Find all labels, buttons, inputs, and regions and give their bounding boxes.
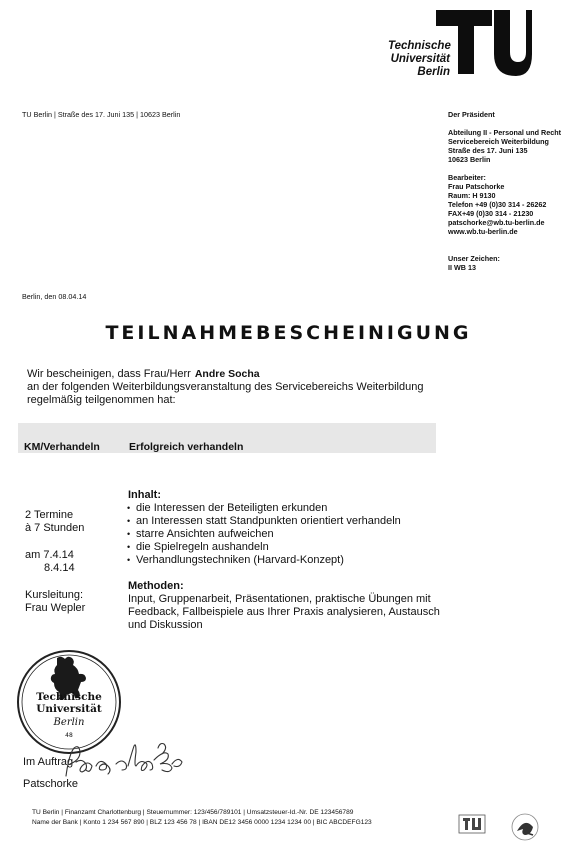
tu-small-logo-icon bbox=[459, 815, 485, 833]
contact-line: Telefon +49 (0)30 314 - 26262 bbox=[448, 200, 547, 209]
contact-email: patschorke@wb.tu-berlin.de bbox=[448, 218, 545, 227]
reference-value: II WB 13 bbox=[448, 263, 476, 272]
methoden-text: Input, Gruppenarbeit, Präsentationen, praktische Übungen mit Feedback, Fallbeispiele aus Ihrer Praxis analysieren, Austausch und Diskussion bbox=[128, 593, 440, 631]
quality-certification-icon bbox=[512, 814, 538, 840]
tu-logo-icon bbox=[434, 4, 534, 76]
signoff-line-2: Patschorke bbox=[23, 778, 79, 790]
methoden-heading: Methoden: bbox=[128, 580, 184, 592]
course-date-2: 8.4.14 bbox=[44, 562, 75, 574]
footer-bank-details bbox=[32, 808, 452, 828]
logo-line-1: Technische bbox=[388, 40, 451, 52]
department-line: Servicebereich Weiterbildung bbox=[448, 137, 549, 146]
contact-website: www.wb.tu-berlin.de bbox=[448, 227, 518, 236]
intro-line-2: an der folgenden Weiterbildungsveranstaltung des Servicebereichs Weiterbildung bbox=[27, 381, 424, 393]
list-item: • die Spielregeln aushandeln bbox=[128, 541, 448, 554]
logo-line-2: Universität bbox=[390, 53, 450, 65]
course-name: Erfolgreich verhandeln bbox=[129, 441, 244, 453]
list-item: • an Interessen statt Standpunkten orientiert verhandeln bbox=[128, 515, 448, 528]
seal-number: 48 bbox=[65, 732, 73, 739]
department-line: Straße des 17. Juni 135 bbox=[448, 146, 528, 155]
document-title: TEILNAHMEBESCHEINIGUNG bbox=[105, 322, 472, 344]
seal-line-2: Universität bbox=[36, 703, 102, 715]
seal-line-1: Technische bbox=[36, 691, 102, 703]
sender-address-line: TU Berlin | Straße des 17. Juni 135 | 10623 Berlin bbox=[22, 110, 181, 119]
footer-line-1: TU Berlin | Finanzamt Charlottenburg | Steuernummer: 123/456/789101 | Umsatzsteuer-Id.-Nr. DE 123456789 bbox=[32, 809, 354, 816]
date-line: Berlin, den 08.04.14 bbox=[22, 292, 87, 301]
signoff-line-1: Im Auftrag bbox=[23, 756, 74, 768]
logo-vertical-text: berlin bbox=[512, 26, 522, 50]
contact-line: Bearbeiter: bbox=[448, 173, 486, 182]
logo-line-3: Berlin bbox=[417, 66, 450, 78]
contact-line: Frau Patschorke bbox=[448, 182, 505, 191]
sender-info-column bbox=[448, 110, 573, 272]
course-code: KM/Verhandeln bbox=[24, 441, 100, 453]
inhalt-heading: Inhalt: bbox=[128, 489, 161, 501]
course-lead-name: Frau Wepler bbox=[25, 602, 86, 614]
participant-name: Andre Socha bbox=[194, 368, 260, 380]
list-item: • starre Ansichten aufweichen bbox=[128, 528, 448, 541]
course-lead-label: Kursleitung: bbox=[25, 589, 84, 601]
seal-line-3: Berlin bbox=[53, 717, 85, 728]
course-content bbox=[128, 489, 448, 632]
president-label: Der Präsident bbox=[448, 110, 495, 119]
footer-line-2: Name der Bank | Konto 1 234 567 890 | BLZ 123 456 78 | IBAN DE12 3456 0000 1234 1234 00 | BIC ABCDEFG123 bbox=[32, 819, 372, 826]
handwritten-signature bbox=[58, 736, 218, 791]
inhalt-list bbox=[128, 502, 448, 567]
course-details bbox=[25, 509, 120, 615]
department-line: Abteilung II - Personal und Recht bbox=[448, 128, 562, 137]
department-line: 10623 Berlin bbox=[448, 155, 491, 164]
certification-logos bbox=[445, 805, 565, 845]
course-date-1: am 7.4.14 bbox=[25, 549, 74, 561]
contact-line: Raum: H 9130 bbox=[448, 191, 496, 200]
intro-line-3: regelmäßig teilgenommen hat: bbox=[27, 394, 176, 406]
list-item: • Verhandlungstechniken (Harvard-Konzept) bbox=[128, 554, 448, 567]
termine-count: 2 Termine bbox=[25, 509, 74, 521]
hours-per-session: à 7 Stunden bbox=[25, 522, 85, 534]
intro-lead: Wir bescheinigen, dass Frau/Herr bbox=[27, 368, 191, 380]
intro-paragraph bbox=[27, 368, 447, 407]
list-item: • die Interessen der Beteiligten erkunden bbox=[128, 502, 448, 515]
contact-line: FAX+49 (0)30 314 - 21230 bbox=[448, 209, 534, 218]
reference-label: Unser Zeichen: bbox=[448, 254, 500, 263]
